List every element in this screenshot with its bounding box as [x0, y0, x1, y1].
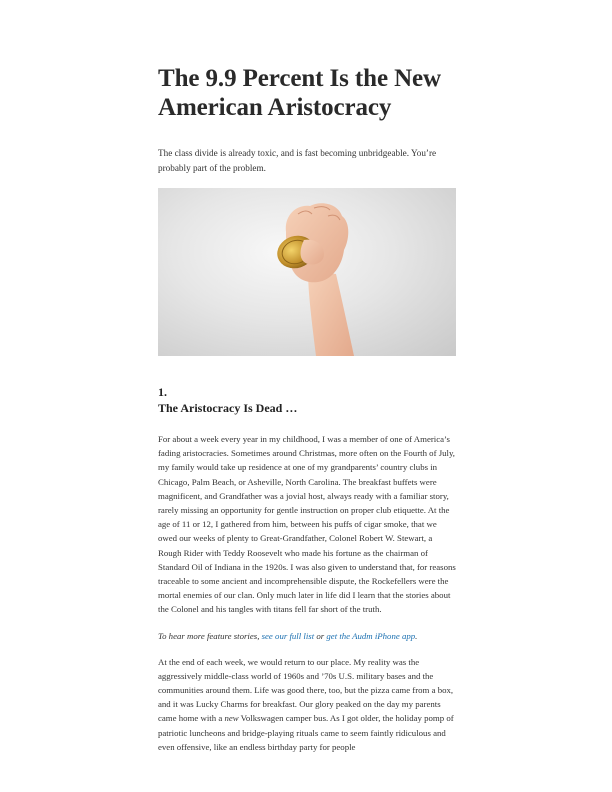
section-number: 1.: [158, 385, 167, 399]
article-dek: The class divide is already toxic, and is fast becoming unbridgeable. You’re probably part of the problem.: [158, 148, 437, 173]
note-prefix: To hear more feature stories,: [158, 630, 262, 641]
paragraph-2-text-a: At the end of each week, we would return to our place. My reality was the aggressively middle-class world of 1960s and ’70s U.S. military bases and the communities around them. Life was good there, too, but the pizza came from a box, and it was Lucky Charms for breakfast. Our glory peaked on the day my parents came home with a: [158, 656, 454, 724]
baby-hand-holding-coin-illustration: [158, 188, 456, 356]
hero-image: [158, 188, 456, 356]
note-suffix: .: [415, 630, 418, 641]
audm-app-link[interactable]: get the Audm iPhone app: [326, 630, 416, 641]
full-list-link[interactable]: see our full list: [261, 630, 315, 641]
feature-stories-note: [158, 629, 456, 643]
paragraph-1: For about a week every year in my childhood, I was a member of one of America’s fading aristocracies. Sometimes around Christmas, more often on the Fourth of July, my family would take up residence at one of my grandparents’ country clubs in Chicago, Palm Beach, or Asheville, North Carolina. The breakfast buffets were magnificent, and Grandfather was a jovial host, always ready with a familiar story, rarely missing an opportunity for gentle instruction on proper club etiquette. At the age of 11 or 12, I gathered from him, between his puffs of cigar smoke, that we owed our weeks of plenty to Great-Grandfather, Colonel Robert W. Stewart, a Rough Rider with Teddy Roosevelt who made his fortune as the chairman of Standard Oil of Indiana in the 1920s. I was also given to understand that, for reasons traceable to some ancient and incomprehensible dispute, the Rockefellers were the mortal enemies of our clan. Only much later in life did I learn that the stories about the Colonel and his tangles with titans fell far short of the truth.: [158, 434, 456, 615]
paragraph-2-text-b: Volkswagen camper bus. As I got older, the holiday pomp of patriotic luncheons and bridge-playing rituals came to seem faintly ridiculous and even offensive, like an endless birthday party for people: [158, 713, 454, 752]
section-heading: The Aristocracy Is Dead …: [158, 401, 298, 415]
article-title: The 9.9 Percent Is the New American Aristocracy: [158, 65, 441, 121]
emphasis-new: new: [224, 713, 239, 724]
article-body: [158, 64, 456, 754]
paragraph-2: [158, 655, 456, 754]
note-middle: or: [314, 630, 327, 641]
